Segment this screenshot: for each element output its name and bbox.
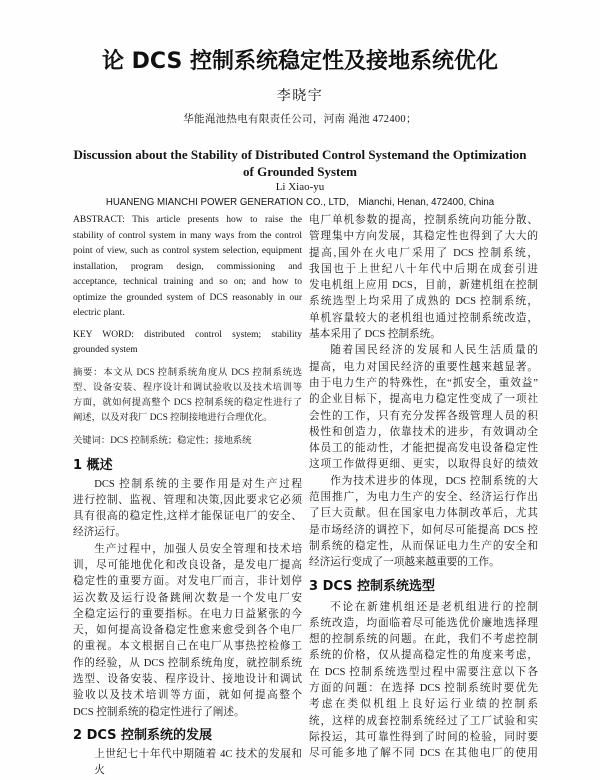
text-line: 我国也于上世纪八十年代中后期在成套引进 [309,263,538,275]
abstract-line: ABSTRACT: This article presents how to raise the [73,215,302,225]
keywords-line: KEY WORD: distributed control system; stability [73,329,302,340]
text-line: 天，如何提高设备稳定性愈来愈受到各个电厂 [73,625,302,637]
right-column [309,213,538,763]
abstract-line: 摘要：本文从 DCS 控制系统角度从 DCS 控制系统选 [73,367,302,378]
text-line: 是市场经济的调控下，如何尽可能提高 DCS 控 [309,524,538,536]
paper-title: 论 DCS 控制系统稳定性及接地系统优化 [102,49,498,74]
text-line: 提高，电力对国民经济的重要性越来越显著。 [309,361,538,373]
text-line: 经济运行变成了一项越来越重要的工作。 [309,557,500,569]
text-line: 系统改造，均面临着尽可能选优价廉地选择理 [309,617,538,629]
text-line: 范围推广，为电力生产的安全、经济运行作出 [309,492,538,504]
section-2 [73,725,302,777]
chinese-abstract [73,366,302,426]
text-line: 稳定性的重要方面。对发电厂而言，非计划停 [73,576,302,588]
text-line: 运次数及运行设备跳闸次数是一个发电厂安 [73,592,302,604]
text-line: 验收以及技术培训等方面，就如何提高整个 [73,690,302,702]
english-keywords [73,328,302,359]
paragraph [309,213,538,343]
text-line: 会性的工作，只有充分发挥各级管理人员的积 [309,410,538,422]
text-line: 电厂单机参数的提高，控制系统向功能分散、 [309,215,538,226]
text-line: 制系统的稳定性，从而保证电力生产的安全和 [309,540,538,552]
text-line: 方面的问题：在选择 DCS 控制系统时要优先 [309,683,538,695]
abstract-line: 阐述，以及对我厂 DCS 控制接地进行合理优化。 [73,412,273,423]
paragraph [309,474,538,572]
text-line: 这项工作做得更细、更实，以取得良好的绩效 [309,459,538,471]
abstract-line: stability of control system in many ways from the control [73,230,302,241]
text-line: 单机容量较大的老机组也通过控制系统改造， [309,312,538,324]
text-line: 发电机组上应用 DCS，目前，新建机组在控制 [309,280,538,292]
text-line: 不论在新建机组还是老机组进行的控制 [330,601,538,613]
text-line: 作为技术进步的体现，DCS 控制系统的大 [330,475,538,487]
text-line: 具有很高的稳定性,这样才能保证电厂的安全、 [73,511,302,523]
text-line: 全稳定运行的重要指标。在电力日益紧张的今 [73,608,302,620]
section-heading-3: 3 DCS 控制系统选型 [309,578,436,594]
paragraph [309,343,538,473]
section-heading-1: 1 概述 [73,457,113,473]
text-line: 的企业目标下，提高电力稳定性变成了一项社 [309,394,538,406]
abstract-line: installation, program design, commissioning and [73,261,302,272]
paragraph [73,747,302,777]
text-line: 进行控制、监视、管理和决策,因此要求它必须 [73,494,302,506]
text-line: 统，这样的成套控制系统经过了工厂试验和实 [309,715,538,727]
text-line: 选型、设备安装、程序设计、接地设计和调试 [73,674,302,686]
abstract-line: 方面，就如何提高整个 DCS 控制系统的稳定性进行了 [73,397,302,408]
text-line: 提高,国外在火电厂采用了 DCS 控制系统， [309,247,538,259]
english-title-line: of Grounded System [243,164,357,179]
left-column [73,213,302,777]
section-3 [309,576,538,763]
text-line: 的重视。本文根据自己在电厂从事热控检修工 [73,641,302,653]
abstract-line: acceptance, technical training and so on; and how to [73,277,302,287]
text-line: 上世纪七十年代中期随着 4C 技术的发展和火 [94,748,302,777]
text-line: 基本采用了 DCS 控制系统。 [309,329,441,341]
section-2-continued [309,213,538,572]
text-line: 想的控制系统的问题。在此，我们不考虑控制 [309,634,538,646]
text-line: 了巨大贡献。但在国家电力体制改革后，尤其 [309,508,538,520]
english-author-name: Li Xiao-yu [275,181,325,193]
text-line: 随着国民经济的发展和人民生活质量的 [330,345,538,357]
paragraph [309,600,538,763]
text-line: 际投运，其可靠性得到了时间的检验，同时要 [309,731,538,743]
abstract-line: point of view, such as control system selection, equipment [73,246,302,256]
chinese-keywords: 关键词：DCS 控制系统；稳定性；接地系统 [73,435,252,446]
text-line: 体员工的能动性，才能把提高发电设备稳定性 [309,443,538,455]
author-name: 李晓宇 [276,89,324,104]
section-heading-2: 2 DCS 控制系统的发展 [73,727,213,743]
text-line: 极性和创造力，依靠技术的进步，有效调动全 [309,426,538,438]
text-line: 经济运行。 [73,527,126,539]
text-line: DCS 控制系统的稳定性进行了阐述。 [73,706,245,718]
paragraph [73,477,302,542]
text-line: DCS 控制系统的主要作用是对生产过程 [94,478,302,490]
text-line: 考虑在类似机组上良好运行业绩的控制系 [309,699,538,711]
text-line: 管理集中方向发展，其稳定性也得到了大大的 [309,231,538,243]
paragraph [73,542,302,721]
english-affiliation: HUANENG MIANCHI POWER GENERATION CO., LTD， Mianchi, Henan, 472400, China [105,197,495,208]
keywords-line: grounded system [73,345,138,355]
author-affiliation: 华能渑池热电有限责任公司，河南 渑池 472400； [183,114,417,125]
text-line: 系统选型上均采用了成熟的 DCS 控制系统， [309,296,538,308]
english-title-line: Discussion about the Stability of Distributed Control Systemand the Optimization [73,147,527,162]
abstract-line: electric plant. [73,308,125,318]
text-line: 训，尽可能地优化和改良设备，是发电厂提高 [73,559,302,571]
section-1 [73,455,302,721]
text-line: 由于电力生产的特殊性，在“抓安全，重效益” [309,377,538,389]
english-abstract [73,213,302,322]
text-line: 尽可能多地了解不同 DCS 在其他电厂的使用 [309,748,538,760]
text-line: 作的经验，从 DCS 控制系统角度，就控制系统 [73,657,302,669]
english-title [0,146,600,180]
text-line: 生产过程中，加强人员安全管理和技术培 [94,543,302,555]
text-line: 系统的价格，仅从提高稳定性的角度来考虑， [309,650,538,662]
abstract-line: optimize the grounded system of DCS reasonably in our [73,292,302,303]
abstract-line: 型、设备安装、程序设计和调试验收以及技术培训等 [73,382,302,393]
text-line: 在 DCS 控制系统选型过程中需要注意以下各 [309,666,538,678]
